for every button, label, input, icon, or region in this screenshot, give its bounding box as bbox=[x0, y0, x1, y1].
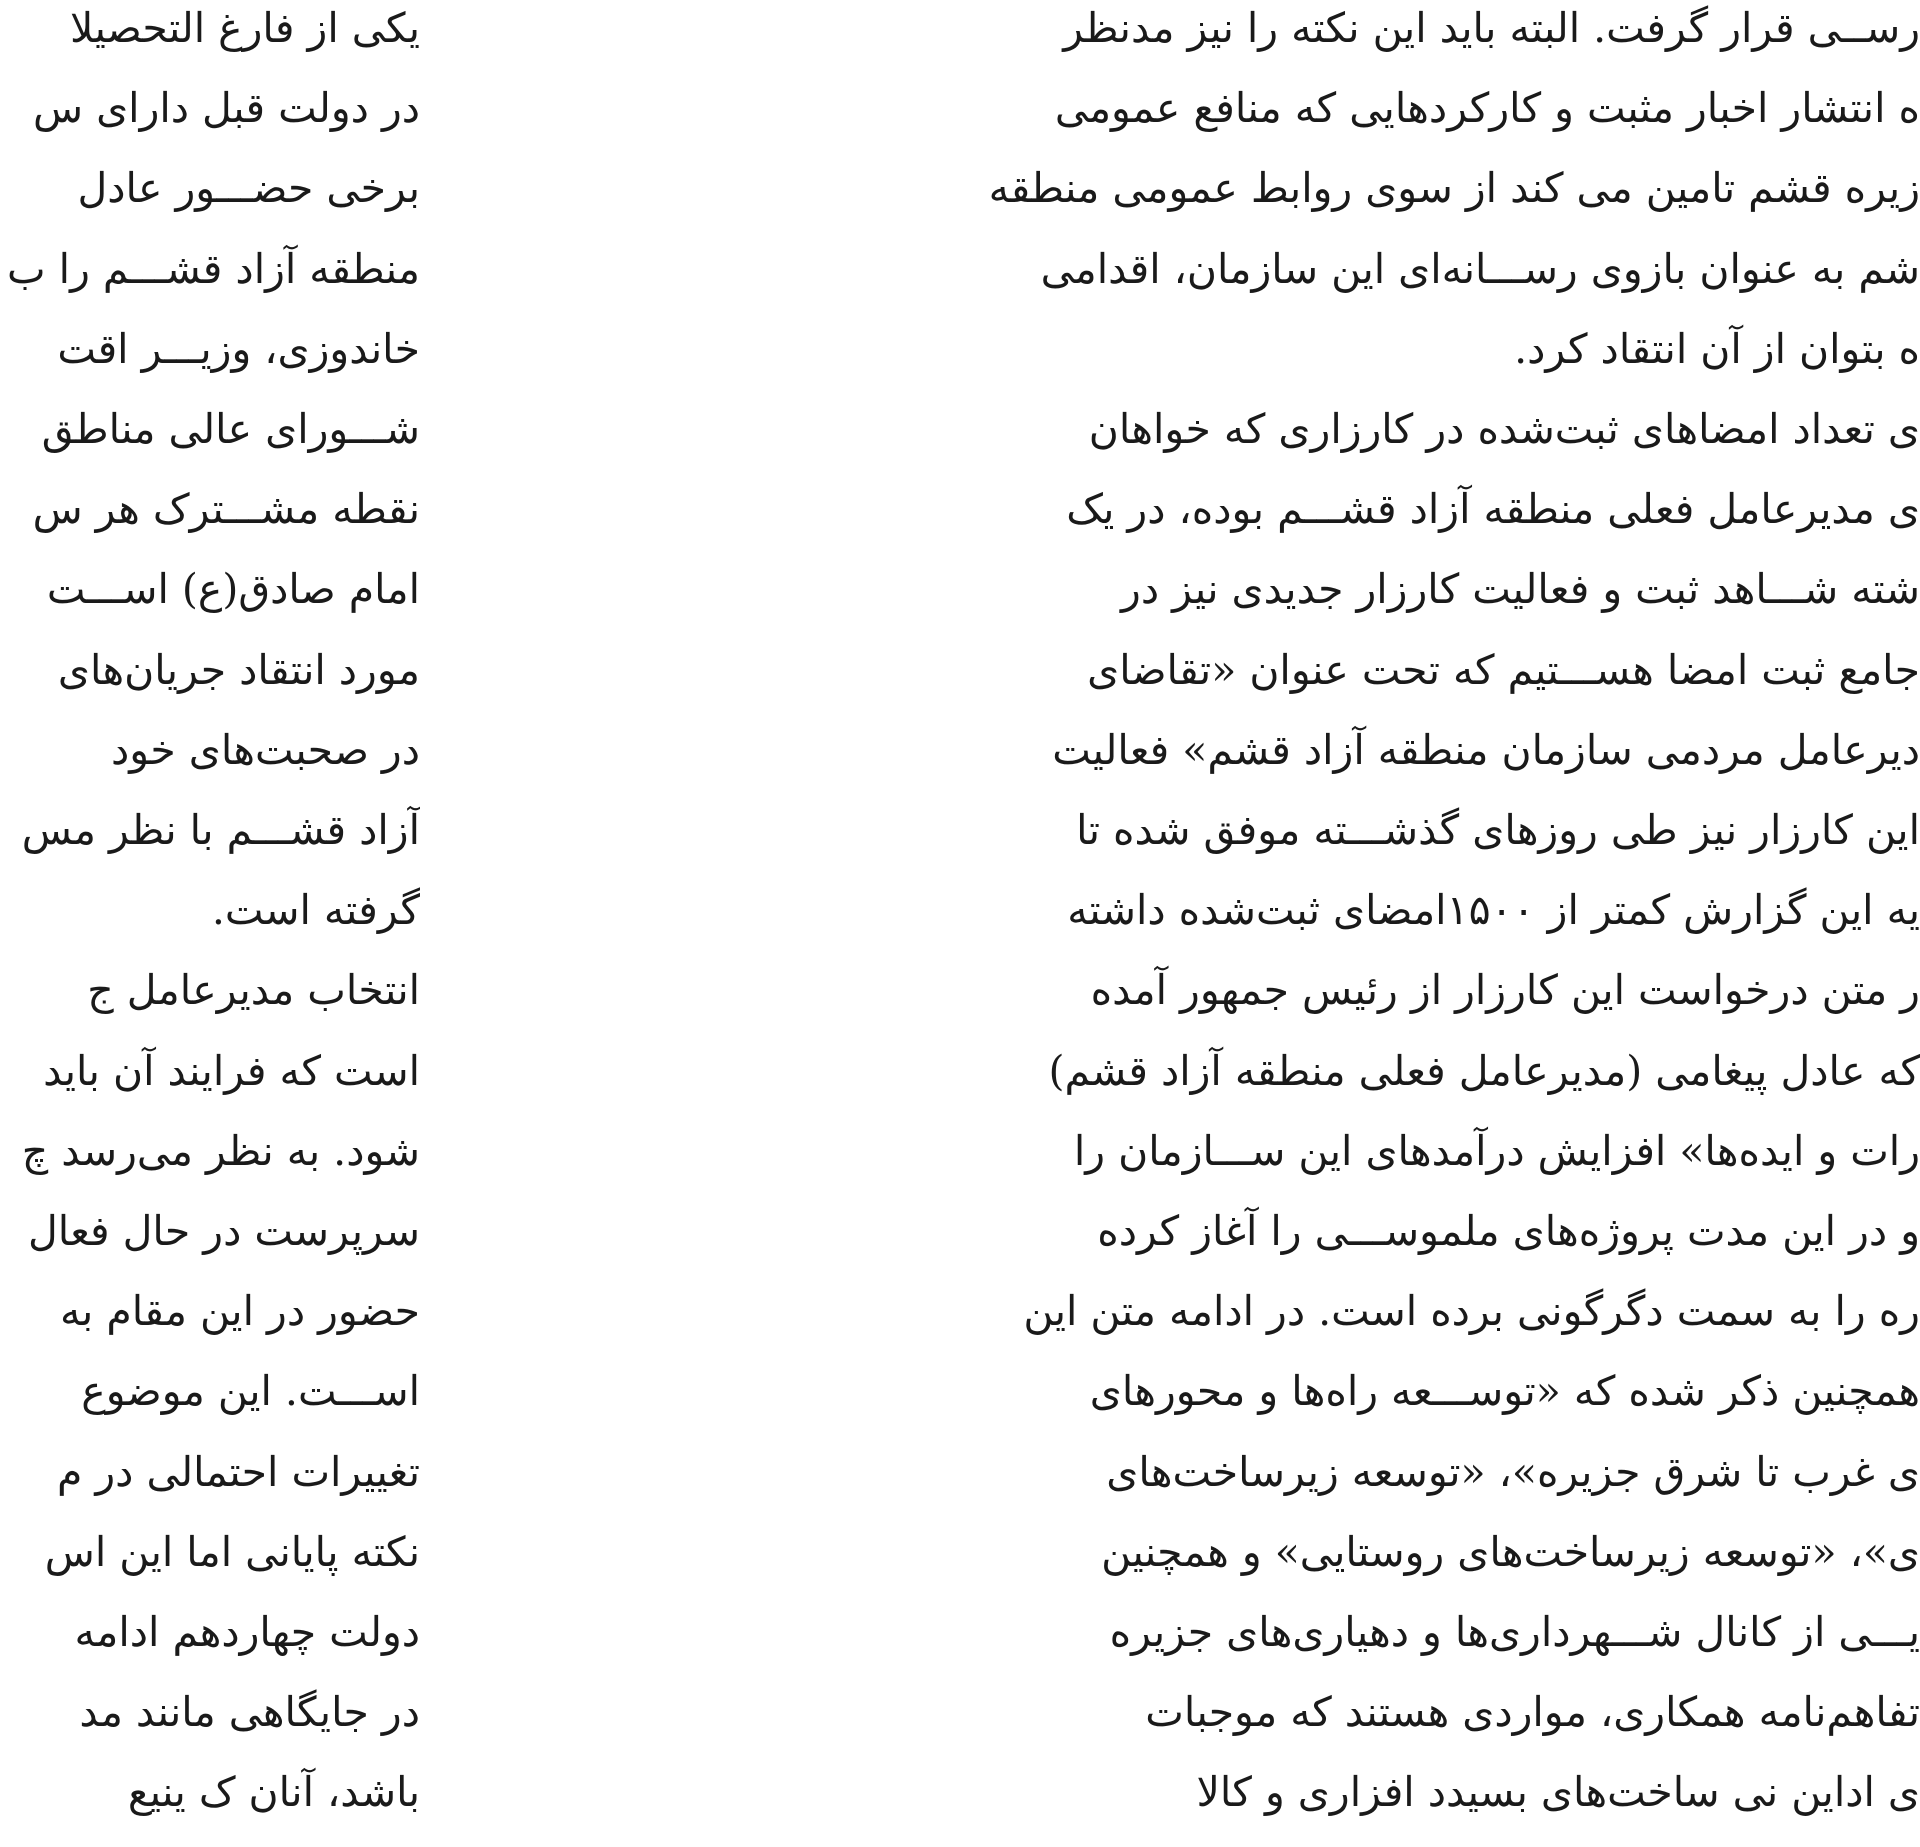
text-line: نقطه مشـــترک هر س bbox=[32, 485, 420, 534]
text-line: باشد، آنان ک ینیع bbox=[127, 1768, 420, 1817]
text-line: مورد انتقاد جریان‌های bbox=[57, 645, 420, 694]
text-line: ی»، «توسعه زیرساخت‌های روستایی» و همچنین bbox=[1101, 1527, 1920, 1576]
text-line: یه این گزارش کمتر از ۱۵۰۰امضای ثبت‌شده داشته bbox=[1067, 886, 1920, 935]
text-line: ه بتوان از آن انتقاد کرد. bbox=[1514, 324, 1920, 373]
text-line: یـــی از کانال شـــهرداری‌ها و دهیاری‌های جزیره bbox=[1109, 1608, 1920, 1656]
left-column bbox=[0, 0, 420, 1847]
right-column bbox=[520, 0, 1920, 1847]
text-line: همچنین ذکر شده که «توســـعه راه‌ها و محورهای bbox=[1089, 1367, 1920, 1416]
text-line: نکته پایانی اما این اس bbox=[44, 1527, 420, 1576]
text-line: جامع ثبت امضا هســـتیم که تحت عنوان «تقاضای bbox=[1087, 645, 1920, 694]
text-line: شود. به نظر می‌رسد چ bbox=[21, 1126, 420, 1175]
text-line: در جایگاهی مانند مد bbox=[79, 1688, 420, 1737]
text-line: دیرعامل مردمی سازمان منطقه آزاد قشم» فعالیت bbox=[1052, 725, 1920, 774]
text-line: در صحبت‌های خود bbox=[110, 725, 420, 774]
text-line: منطقه آزاد قشـــم را ب bbox=[7, 244, 420, 293]
text-line: برخی حضـــور عادل bbox=[77, 164, 420, 213]
text-line: ره را به سمت دگرگونی برده است. در ادامه متن این bbox=[1023, 1287, 1920, 1336]
text-line: زیره قشم تامین می کند از سوی روابط عمومی منطقه bbox=[988, 164, 1920, 213]
text-line: تغییرات احتمالی در م bbox=[56, 1447, 420, 1496]
text-line: ی اداین نی ساخت‌های بسیدد افزاری و کالا bbox=[1196, 1768, 1920, 1817]
text-line: اســـت. این موضوع bbox=[81, 1367, 420, 1416]
text-line: رات و ایده‌ها» افزایش درآمدهای این ســـازمان را bbox=[1073, 1126, 1920, 1175]
text-line: شم به عنوان بازوی رســـانه‌ای این سازمان، اقدامی bbox=[1040, 244, 1920, 293]
text-line: امام صادق(ع) اســـت bbox=[46, 565, 420, 614]
column-gutter bbox=[420, 0, 520, 1847]
text-line: که عادل پیغامی (مدیرعامل فعلی منطقه آزاد قشم) bbox=[1048, 1046, 1920, 1095]
text-line: شته شـــاهد ثبت و فعالیت کارزار جدیدی نیز در bbox=[1121, 565, 1920, 614]
text-line: ر متن درخواست این کارزار از رئیس جمهور آمده bbox=[1090, 966, 1920, 1015]
text-line: خاندوزی، وزیـــر اقت bbox=[57, 324, 420, 373]
text-line: تفاهم‌نامه همکاری، مواردی هستند که موجبات bbox=[1145, 1688, 1920, 1737]
text-line: رســی قرار گرفت. البته باید این نکته را نیز مدنظر bbox=[1063, 4, 1920, 52]
text-line: آزاد قشـــم با نظر مس bbox=[21, 806, 420, 854]
text-line: است که فرایند آن باید bbox=[43, 1046, 420, 1095]
text-line: انتخاب مدیرعامل ج bbox=[87, 966, 420, 1015]
text-line: این کارزار نیز طی روزهای گذشـــته موفق شده تا bbox=[1076, 806, 1920, 854]
text-line: گرفته است. bbox=[211, 886, 420, 935]
text-line: در دولت قبل دارای س bbox=[33, 84, 420, 133]
text-line: سرپرست در حال فعال bbox=[27, 1207, 420, 1255]
text-line: حضور در این مقام به bbox=[59, 1287, 420, 1336]
text-line: یکی از فارغ التحصیلا bbox=[70, 4, 420, 52]
text-line: دولت چهاردهم ادامه bbox=[74, 1608, 420, 1656]
text-line: شـــورای عالی مناطق bbox=[41, 405, 420, 453]
text-line: ی تعداد امضاهای ثبت‌شده در کارزاری که خواهان bbox=[1088, 405, 1920, 453]
text-line: ه انتشار اخبار مثبت و کارکردهایی که منافع عمومی bbox=[1054, 84, 1920, 133]
text-line: و در این مدت پروژه‌های ملموســـی را آغاز کرده bbox=[1097, 1207, 1920, 1255]
text-line: ی مدیرعامل فعلی منطقه آزاد قشـــم بوده، در یک bbox=[1066, 485, 1920, 534]
text-line: ی غرب تا شرق جزیره»، «توسعه زیرساخت‌های bbox=[1106, 1447, 1920, 1496]
